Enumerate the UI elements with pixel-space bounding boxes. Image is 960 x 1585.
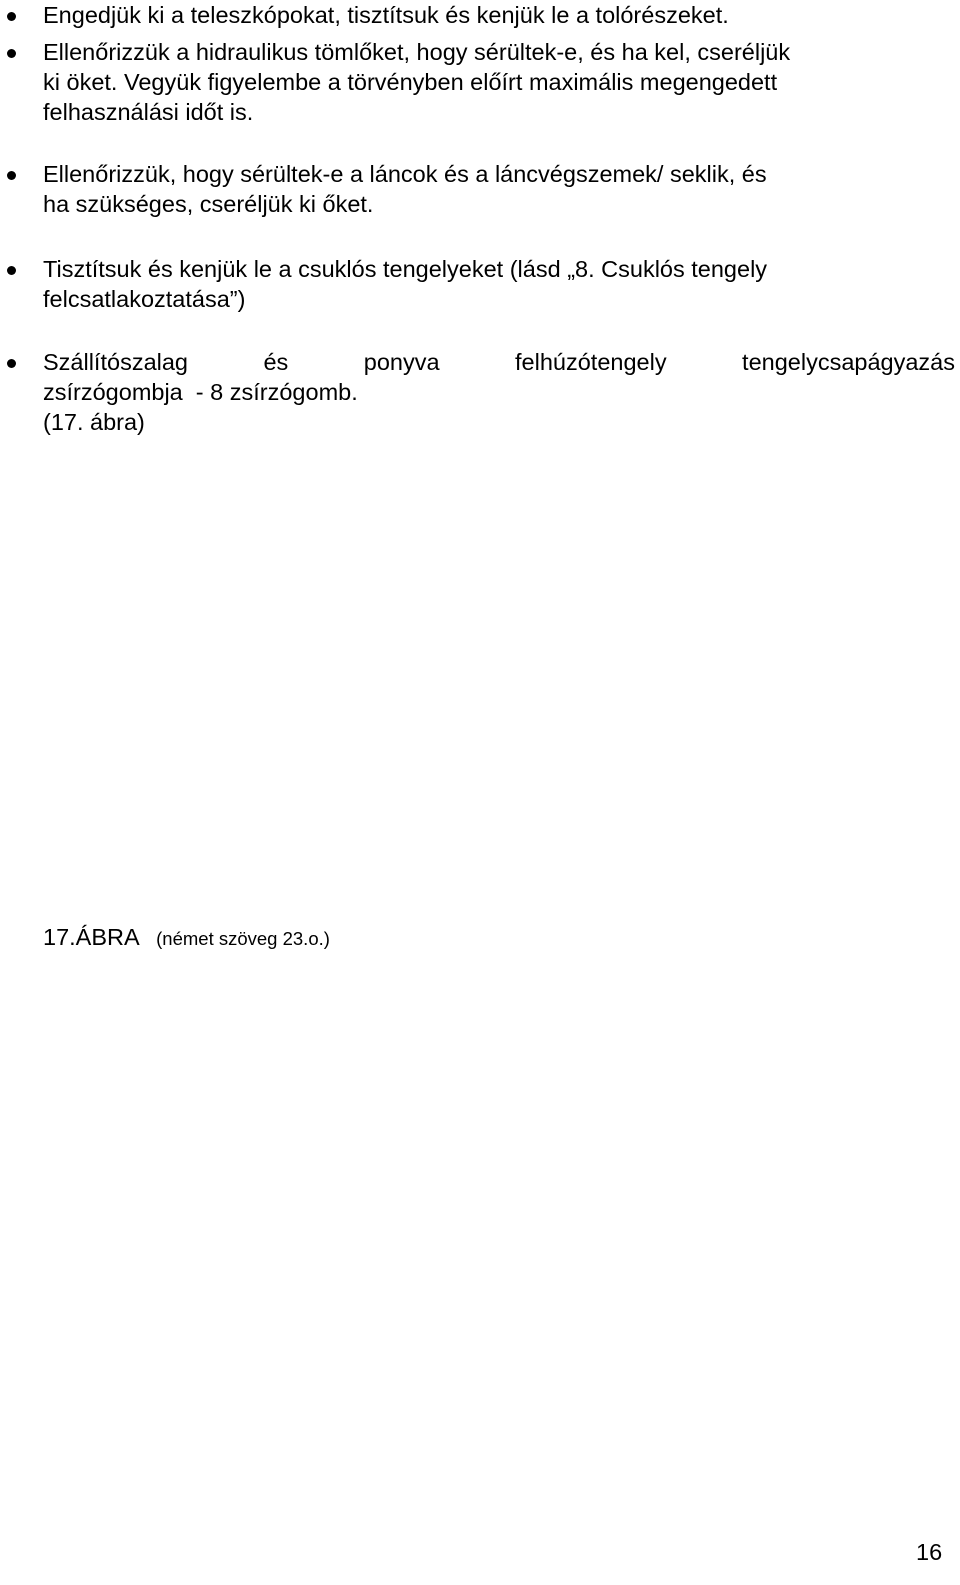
list-item-text: (17. ábra) [43, 409, 145, 435]
bullet-dot-icon [7, 49, 16, 58]
list-item-text: zsírzógombja - 8 zsírzógomb. [43, 379, 358, 405]
figure-note: (német szöveg 23.o.) [156, 928, 330, 949]
word: Szállítószalag [43, 349, 188, 375]
word: tengelycsapágyazás [742, 349, 955, 375]
bullet-dot-icon [7, 171, 16, 180]
figure-label: 17.ÁBRA [43, 924, 140, 950]
bullet-dot-icon [7, 266, 16, 275]
list-item-text: Engedjük ki a teleszkópokat, tisztítsuk és kenjük le a tolórészeket. [43, 2, 729, 28]
list-item-text: felcsatlakoztatása”) [43, 286, 246, 312]
list-item-text: ha szükséges, cseréljük ki őket. [43, 191, 374, 217]
page-number: 16 [916, 1539, 943, 1565]
list-item-text [43, 347, 955, 377]
figure-caption [43, 922, 330, 954]
word: felhúzótengely [515, 349, 667, 375]
bullet-dot-icon [7, 12, 16, 21]
list-item-text: ki öket. Vegyük figyelembe a törvényben előírt maximális megengedett [43, 69, 778, 95]
list-item-text: Tisztítsuk és kenjük le a csuklós tengelyeket (lásd „8. Csuklós tengely [43, 256, 768, 282]
list-item-text: Ellenőrizzük a hidraulikus tömlőket, hogy sérültek-e, és ha kel, cseréljük [43, 39, 791, 65]
word: ponyva [363, 349, 440, 375]
list-item-text: felhasználási időt is. [43, 99, 254, 125]
bullet-dot-icon [7, 359, 16, 368]
list-item-text: Ellenőrizzük, hogy sérültek-e a láncok és a láncvégszemek/ seklik, és [43, 161, 767, 187]
word: és [263, 349, 289, 375]
